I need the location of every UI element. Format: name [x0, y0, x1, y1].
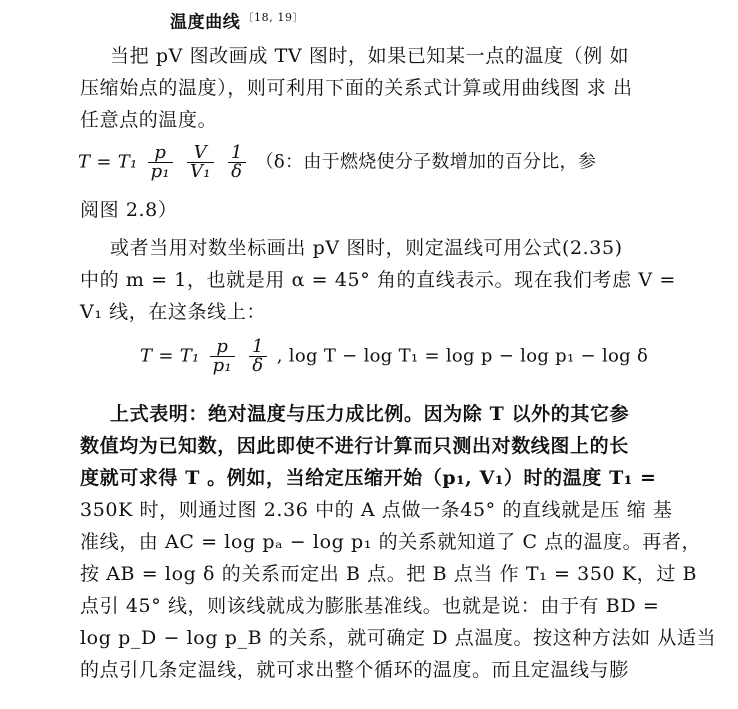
formula1-frac1-denominator: p₁	[150, 161, 170, 182]
formula2-frac1-numerator: p	[210, 338, 235, 357]
formula1-frac3-numerator: 1	[228, 144, 246, 163]
section-heading	[170, 6, 738, 35]
paragraph2-line1: 或者当用对数坐标画出 pV 图时，则定温线可用公式(2.35)	[110, 237, 623, 259]
formula1-frac2-numerator: V	[187, 144, 214, 163]
formula2-frac2-numerator: 1	[249, 338, 267, 357]
paragraph2-line2: 中的 m = 1，也就是用 α = 45° 角的直线表示。现在我们考虑 V =	[80, 269, 676, 291]
paragraph1-line2: 压缩始点的温度），则可利用下面的关系式计算或用曲线图 求 出	[80, 77, 633, 99]
formula1-frac1-numerator: p	[148, 144, 173, 163]
temperature-formula-2	[140, 338, 648, 375]
temperature-formula-1	[78, 144, 596, 181]
formula2-log-relation: , log T − log T₁ = log p − log p₁ − log δ	[276, 345, 649, 367]
formula2-lhs: T = T₁	[140, 345, 200, 367]
paragraph3-line2: 数值均为已知数，因此即使不进行计算而只测出对数线图上的长	[80, 435, 629, 457]
paragraph3-line4: 350K 时，则通过图 2.36 中的 A 点做一条45° 的直线就是压 缩 基	[80, 499, 673, 521]
paragraph3-line7: 点引 45° 线，则该线就成为膨胀基准线。也就是说：由于有 BD =	[80, 595, 660, 617]
paragraph1-line1: 当把 pV 图改画成 TV 图时，如果已知某一点的温度（例 如	[110, 45, 630, 67]
formula2-fraction-p	[210, 338, 235, 375]
formula2-frac2-denominator: δ	[252, 355, 264, 376]
heading-title: 温度曲线	[170, 12, 241, 33]
formula1-lhs: T = T₁	[78, 151, 138, 173]
formula1-note-continuation: 阅图 2.8）	[80, 199, 178, 221]
heading-reference: 〔18, 19〕	[242, 11, 305, 24]
paragraph3-line9: 的点引几条定温线，就可求出整个循环的温度。而且定温线与膨	[80, 659, 629, 681]
paragraph3-line1: 上式表明：绝对温度与压力成比例。因为除 T 以外的其它参	[110, 403, 630, 425]
formula1-fraction-p	[148, 144, 173, 181]
paragraph3-line6: 按 AB = log δ 的关系而定出 B 点。把 B 点当 作 T₁ = 350 K，过 B	[80, 563, 698, 585]
formula1-frac2-denominator: V₁	[189, 161, 211, 182]
paragraph1-line3: 任意点的温度。	[80, 109, 218, 131]
paragraph3-line3: 度就可求得 T 。例如，当给定压缩开始（p₁, V₁）时的温度 T₁ =	[80, 467, 657, 489]
formula1-note: （δ：由于燃烧使分子数增加的百分比，参	[255, 151, 597, 173]
paragraph3-line5: 准线，由 AC = log pₐ − log p₁ 的关系就知道了 C 点的温度。再者，	[80, 531, 702, 553]
paragraph2-line3: V₁ 线，在这条线上：	[80, 301, 266, 323]
formula1-fraction-v	[187, 144, 214, 181]
paragraph3-line8: log p_D − log p_B 的关系，就可确定 D 点温度。按这种方法如 从适当	[80, 627, 717, 649]
formula2-fraction-delta	[249, 338, 267, 375]
formula2-frac1-denominator: p₁	[212, 355, 232, 376]
formula1-fraction-delta	[228, 144, 246, 181]
formula1-frac3-denominator: δ	[231, 161, 243, 182]
